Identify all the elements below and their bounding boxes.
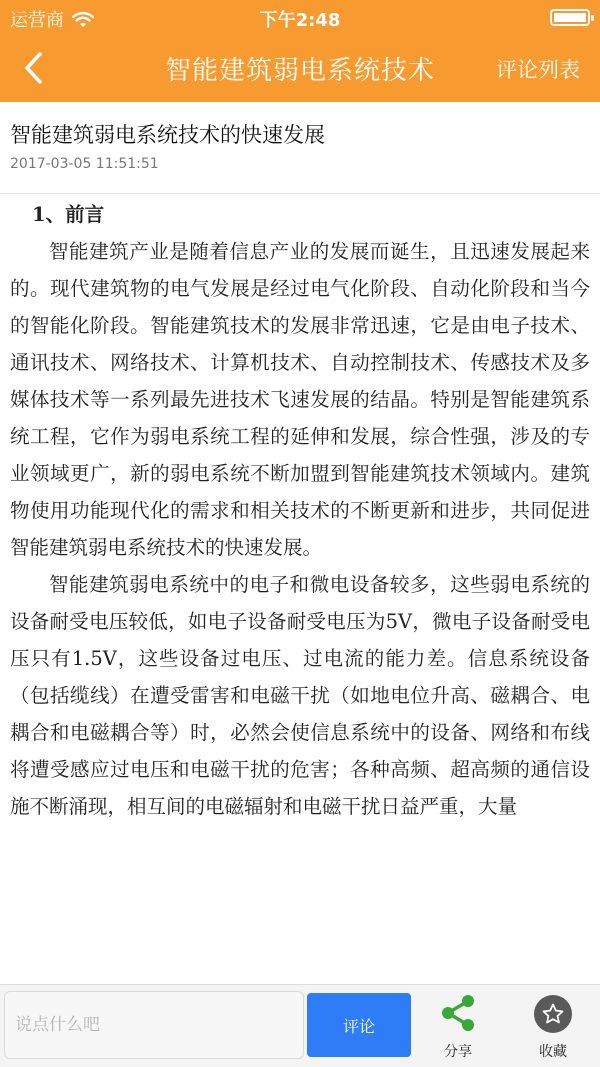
comment-list-link[interactable]: 评论列表 bbox=[496, 58, 580, 82]
share-label: 分享 bbox=[444, 1044, 472, 1060]
article-body[interactable] bbox=[10, 196, 590, 986]
battery-icon bbox=[550, 9, 590, 26]
star-icon bbox=[534, 995, 572, 1033]
share-button[interactable] bbox=[418, 991, 498, 1063]
comment-button[interactable]: 评论 bbox=[307, 993, 411, 1057]
nav-bar bbox=[0, 34, 600, 102]
carrier-name: 运营商 bbox=[10, 10, 64, 31]
article-paragraph: 智能建筑弱电系统中的电子和微电设备较多，这些弱电系统的设备耐受电压较低，如电子设备耐受电压为5V，微电子设备耐受电压只有1.5V，这些设备过电压、过电流的能力差。信息系统设备（包括缆线）在遭受雷害和电磁干扰（如地电位升高、磁耦合、电耦合和电磁耦合等）时，必然会使信息系统中的设备、网络和布线将遭受感应过电压和电磁干扰的危害；各种高频、超高频的通信设施不断涌现，相互间的电磁辐射和电磁干扰日益严重，大量 bbox=[10, 573, 590, 818]
article-date: 2017-03-05 11:51:51 bbox=[10, 156, 159, 172]
bottom-bar bbox=[0, 984, 600, 1067]
favorite-label: 收藏 bbox=[539, 1044, 567, 1060]
comment-input[interactable] bbox=[4, 991, 304, 1059]
share-icon bbox=[438, 993, 478, 1033]
status-bar bbox=[0, 0, 600, 34]
nav-title: 智能建筑弱电系统技术 bbox=[164, 56, 435, 86]
article-header bbox=[0, 102, 600, 194]
article-title: 智能建筑弱电系统技术的快速发展 bbox=[10, 123, 325, 147]
top-bar bbox=[0, 0, 600, 102]
article-paragraph: 智能建筑产业是随着信息产业的发展而诞生，且迅速发展起来的。现代建筑物的电气发展是经过电气化阶段、自动化阶段和当今的智能化阶段。智能建筑技术的发展非常迅速，它是由电子技术、通讯技术、网络技术、计算机技术、自动控制技术、传感技术及多媒体技术等一系列最先进技术飞速发展的结晶。特别是智能建筑系统工程，它作为弱电系统工程的延伸和发展，综合性强，涉及的专业领域更广，新的弱电系统不断加盟到智能建筑技术领域内。建筑物使用功能现代化的需求和相关技术的不断更新和进步，共同促进智能建筑弱电系统技术的快速发展。 bbox=[10, 240, 590, 559]
section-heading: 1、前言 bbox=[32, 203, 105, 226]
favorite-button[interactable] bbox=[513, 991, 593, 1063]
status-time: 下午2:48 bbox=[259, 10, 341, 31]
